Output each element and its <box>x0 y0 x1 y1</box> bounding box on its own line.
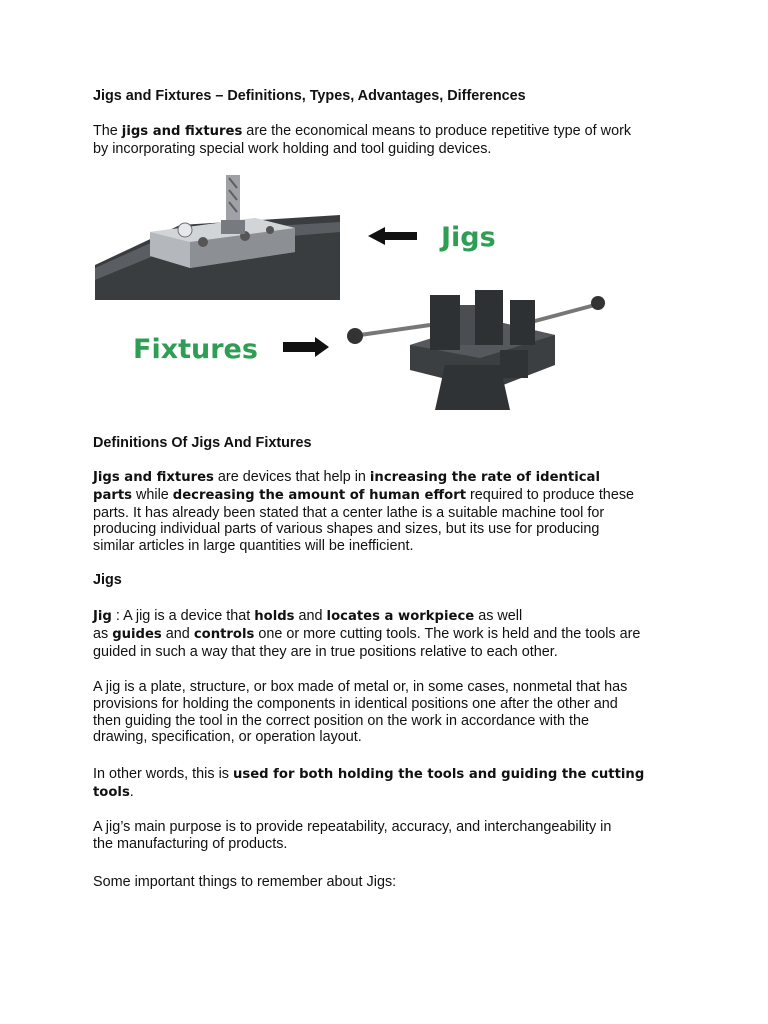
definitions-heading: Definitions Of Jigs And Fixtures <box>93 435 312 451</box>
jig-line: A jig’s main purpose is to provide repeatability, accuracy, and interchangeability in <box>93 819 612 835</box>
intro-line: by incorporating special work holding and tool guiding devices. <box>93 140 492 157</box>
jig-text: and <box>294 608 327 624</box>
jig-text: . <box>129 783 134 800</box>
def-line: similar articles in large quantities will be inefficient. <box>93 538 414 555</box>
jig-structure-paragraph <box>93 679 683 746</box>
def-text: are devices that help in <box>213 469 370 485</box>
def-line: producing individual parts of various shapes and sizes, but its use for producing <box>93 521 600 538</box>
def-text: while <box>132 486 173 503</box>
jig-bold: guides <box>112 626 162 642</box>
intro-text: are the economical means to produce repetitive type of work <box>242 123 632 139</box>
jig-text: : A jig is a device that <box>111 608 255 624</box>
jig-text: as well <box>474 608 523 624</box>
jig-line: provisions for holding the components in identical positions one after the other and <box>93 695 618 712</box>
jig-text: In other words, this is <box>93 766 233 782</box>
def-line: parts. It has already been stated that a center lathe is a suitable machine tool for <box>93 504 605 521</box>
jig-purpose-paragraph <box>93 819 683 853</box>
jig-text: one or more cutting tools. The work is held and the tools are <box>254 625 641 642</box>
def-bold: decreasing the amount of human effort <box>172 487 467 503</box>
def-bold: increasing the rate of identical <box>369 470 600 485</box>
jigs-label: Jigs <box>441 222 496 253</box>
intro-bold: jigs and fixtures <box>121 124 243 139</box>
document-title: Jigs and Fixtures – Definitions, Types, Advantages, Differences <box>93 88 526 104</box>
jig-line: guided in such a way that they are in true positions relative to each other. <box>93 643 558 660</box>
jig-line: the manufacturing of products. <box>93 835 288 852</box>
jig-line: A jig is a plate, structure, or box made of metal or, in some cases, nonmetal that has <box>93 679 628 695</box>
fixture-photo <box>340 280 620 420</box>
jig-other-words-paragraph <box>93 766 683 802</box>
jig-bold: locates a workpiece <box>326 609 475 624</box>
intro-text: The <box>93 123 122 139</box>
jig-definition-paragraph <box>93 608 683 660</box>
intro-paragraph <box>93 123 683 158</box>
jig-line: drawing, specification, or operation layout. <box>93 729 362 746</box>
def-bold: Jigs and fixtures <box>93 470 214 485</box>
definitions-paragraph <box>93 469 683 555</box>
jig-remember-paragraph: Some important things to remember about Jigs: <box>93 874 397 890</box>
def-bold: parts <box>93 487 132 503</box>
jigs-heading: Jigs <box>93 572 122 588</box>
jig-line: then guiding the tool in the correct position on the work in accordance with the <box>93 712 589 729</box>
jig-bold: Jig <box>93 609 112 624</box>
def-text: required to produce these <box>466 486 635 503</box>
jig-text: as <box>93 625 113 642</box>
jig-bold: holds <box>254 609 295 624</box>
jig-bold: tools <box>93 784 130 800</box>
jigs-fixtures-figure <box>95 170 620 420</box>
fixtures-label: Fixtures <box>133 334 258 365</box>
jig-bold: controls <box>193 626 255 642</box>
jig-text: and <box>161 625 194 642</box>
jig-bold: used for both holding the tools and guiding the cutting <box>232 767 645 782</box>
